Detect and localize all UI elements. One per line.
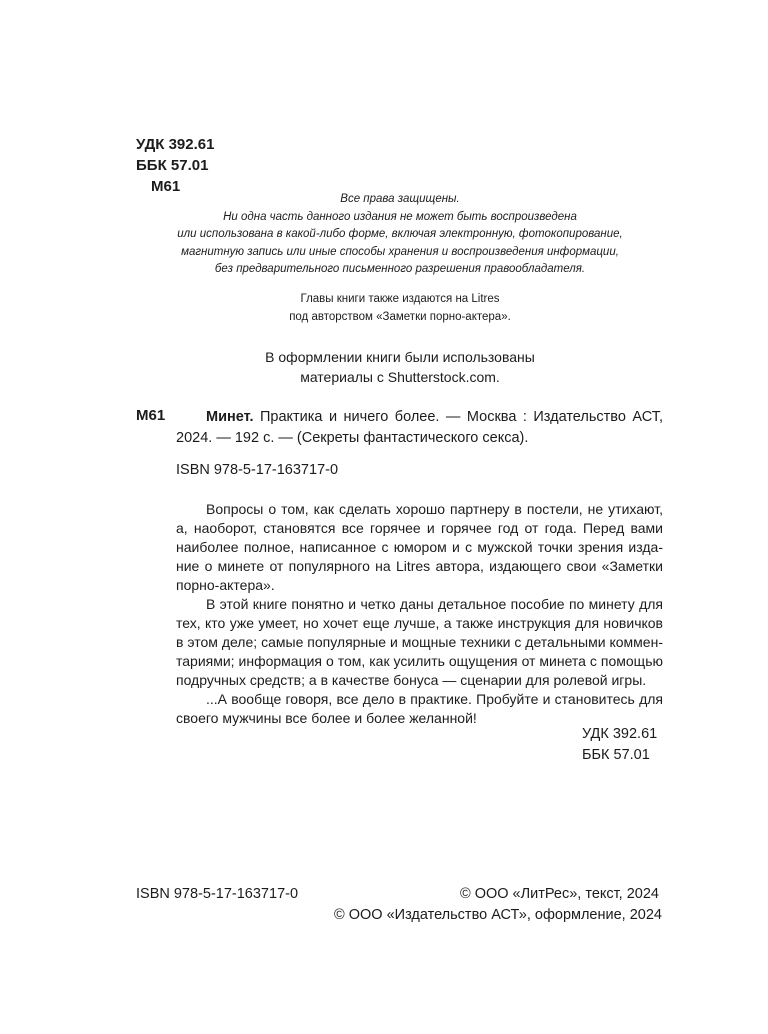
bbk-code: ББК 57.01 <box>136 157 209 174</box>
codes-right <box>582 724 657 766</box>
abstract-paragraph: Вопросы о том, как сделать хорошо партнеру в постели, не утихают, а, наоборот, становятся все горячее и горячее год от года. Перед вами наиболее полное, написанное с юмором и с мужской точки зрения издание о минете от популярного на Litres автора, издающего свои «Заметки порно-актера». <box>176 501 663 593</box>
author-mark: М61 <box>151 178 181 195</box>
rights-line: Ни одна часть данного издания не может быть воспроизведена <box>223 210 577 223</box>
udk-code-right: УДК 392.61 <box>582 726 658 742</box>
shutterstock-line: В оформлении книги были использованы <box>265 349 535 365</box>
litres-line: Главы книги также издаются на Litres <box>300 293 500 305</box>
udk-code: УДК 392.61 <box>136 136 215 153</box>
abstract-paragraph: В этой книге понятно и четко даны детальное пособие по минету для тех, кто уже умеет, но хочет еще лучше, а также инструкция для новичков в этом деле; самые популярные и мощные техники с детальными комментариями; информация о том, как усилить ощущения от минета с помощью подручных средств; а в качестве бонуса — сценарии для ролевой игры. <box>176 596 663 688</box>
isbn: ISBN 978-5-17-163717-0 <box>176 462 339 478</box>
book-title: Минет. <box>206 409 254 425</box>
footer-isbn: ISBN 978-5-17-163717-0 <box>136 886 299 902</box>
abstract <box>176 500 663 728</box>
copyright-text: © ООО «ЛитРес», текст, 2024 <box>459 886 659 902</box>
rights-notice <box>130 191 670 279</box>
bbk-code-right: ББК 57.01 <box>582 747 650 763</box>
bibliography-details: Практика и ничего более. — Москва : Издательство АСТ, 2024. — 192 с. — (Секреты фантастического секса). <box>176 409 663 446</box>
shutterstock-note <box>130 347 670 387</box>
bibliography-entry <box>176 407 663 449</box>
bibliography-code: М61 <box>136 407 166 424</box>
rights-line: Все права защищены. <box>340 193 460 205</box>
litres-line: под авторством «Заметки порно-актера». <box>289 310 511 323</box>
litres-note <box>130 291 670 326</box>
abstract-paragraph: ...А вообще говоря, все дело в практике. Пробуйте и становитесь для своего мужчины все более и более желанной! <box>176 691 663 726</box>
copyright-design: © ООО «Издательство АСТ», оформление, 2024 <box>334 907 662 923</box>
rights-line: магнитную запись или иные способы хранения и воспроизведения информации, <box>181 245 619 258</box>
rights-line: или использована в какой-либо форме, включая электронную, фотокопирование, <box>177 228 623 240</box>
rights-line: без предварительного письменного разрешения правообладателя. <box>214 263 586 275</box>
shutterstock-line: материалы с Shutterstock.com. <box>300 369 500 385</box>
